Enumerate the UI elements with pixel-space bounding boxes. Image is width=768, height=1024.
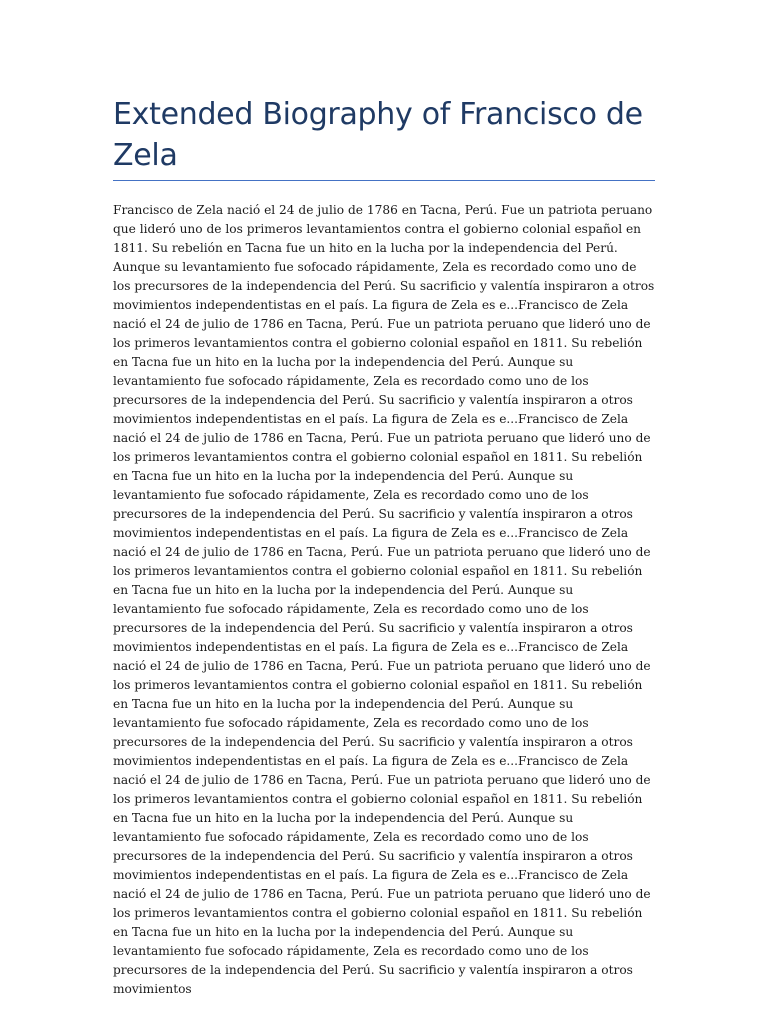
title-underline-rule — [113, 180, 655, 181]
document-title: Extended Biography of Francisco de Zela — [113, 97, 643, 173]
document-body-paragraph: Francisco de Zela nació el 24 de julio de 1786 en Tacna, Perú. Fue un patriota peruano que lideró uno de los primeros levantamientos contra el gobierno colonial español en 1811. Su rebelión en Tacna fue un hito en la lucha por la independencia del Perú. Aunque su levantamiento fue sofocado rápidamente, Zela es recordado como uno de los precursores de la independencia del Perú. Su sacrificio y valentía inspiraron a otros movimientos independentistas en el país. La figura de Zela es e...Francisco de Zela nació el 24 de julio de 1786 en Tacna, Perú. Fue un patriota peruano que lideró uno de los primeros levantamientos contra el gobierno colonial español en 1811. Su rebelión en Tacna fue un hito en la lucha por la independencia del Perú. Aunque su levantamiento fue sofocado rápidamente, Zela es recordado como uno de los precursores de la independencia del Perú. Su sacrificio y valentía inspiraron a otros movimientos independentistas en el país. La figura de Zela es e...Francisco de Zela nació el 24 de julio de 1786 en Tacna, Perú. Fue un patriota peruano que lideró uno de los primeros levantamientos contra el gobierno colonial español en 1811. Su rebelión en Tacna fue un hito en la lucha por la independencia del Perú. Aunque su levantamiento fue sofocado rápidamente, Zela es recordado como uno de los precursores de la independencia del Perú. Su sacrificio y valentía inspiraron a otros movimientos independentistas en el país. La figura de Zela es e...Francisco de Zela nació el 24 de julio de 1786 en Tacna, Perú. Fue un patriota peruano que lideró uno de los primeros levantamientos contra el gobierno colonial español en 1811. Su rebelión en Tacna fue un hito en la lucha por la independencia del Perú. Aunque su levantamiento fue sofocado rápidamente, Zela es recordado como uno de los precursores de la independencia del Perú. Su sacrificio y valentía inspiraron a otros movimientos independentistas en el país. La figura de Zela es e...Francisco de Zela nació el 24 de julio de 1786 en Tacna, Perú. Fue un patriota peruano que lideró uno de los primeros levantamientos contra el gobierno colonial español en 1811. Su rebelión en Tacna fue un hito en la lucha por la independencia del Perú. Aunque su levantamiento fue sofocado rápidamente, Zela es recordado como uno de los precursores de la independencia del Perú. Su sacrificio y valentía inspiraron a otros movimientos independentistas en el país. La figura de Zela es e...Francisco de Zela nació el 24 de julio de 1786 en Tacna, Perú. Fue un patriota peruano que lideró uno de los primeros levantamientos contra el gobierno colonial español en 1811. Su rebelión en Tacna fue un hito en la lucha por la independencia del Perú. Aunque su levantamiento fue sofocado rápidamente, Zela es recordado como uno de los precursores de la independencia del Perú. Su sacrificio y valentía inspiraron a otros movimientos independentistas en el país. La figura de Zela es e...Francisco de Zela nació el 24 de julio de 1786 en Tacna, Perú. Fue un patriota peruano que lideró uno de los primeros levantamientos contra el gobierno colonial español en 1811. Su rebelión en Tacna fue un hito en la lucha por la independencia del Perú. Aunque su levantamiento fue sofocado rápidamente, Zela es recordado como uno de los precursores de la independencia del Perú. Su sacrificio y valentía inspiraron a otros movimientos — [113, 203, 655, 996]
